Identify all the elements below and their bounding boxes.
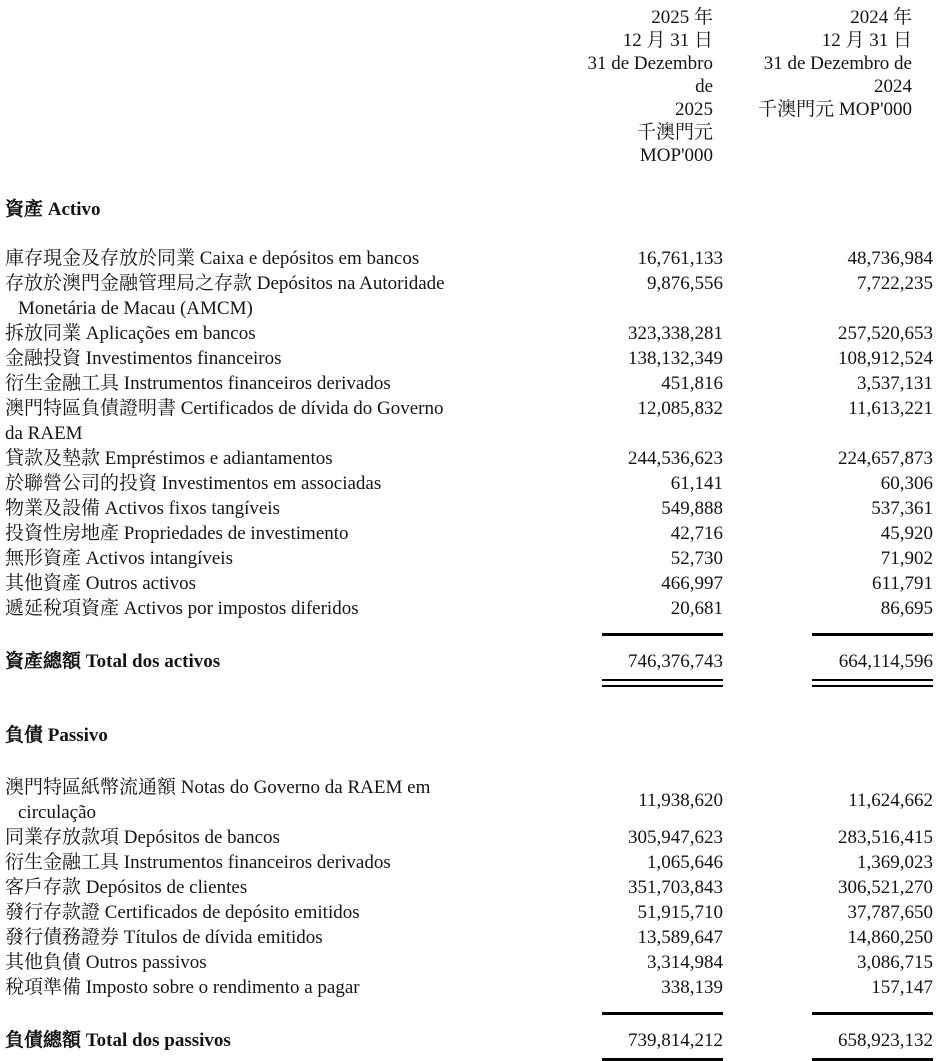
value-2025: 42,716 [670,523,723,544]
value-2025: 11,938,620 [638,789,723,811]
value-2024: 1,369,023 [857,852,933,873]
value-2025: 138,132,349 [628,348,723,369]
row-label: 物業及設備 Activos fixos tangíveis [5,498,280,519]
row-label-line2: Monetária de Macau (AMCM) [18,298,253,319]
asset-row [5,471,933,496]
assets-total-row [5,649,933,674]
value-2024: 45,920 [880,523,933,544]
value-2024: 37,787,650 [847,902,933,923]
date-line: 2024 [874,76,912,97]
liability-row [5,775,933,825]
date-line: 12 月 31 日 [821,30,912,51]
report-date-header [5,6,933,167]
asset-row [5,371,933,396]
value-2024: 86,695 [880,598,933,619]
total-value-2024: 658,923,132 [838,1030,933,1051]
value-2024: 611,791 [871,573,933,594]
value-2025: 338,139 [661,977,723,998]
liability-row [5,900,933,925]
row-label: 庫存現金及存放於同業 Caixa e depósitos em bancos [5,248,420,269]
total-value-2024: 664,114,596 [838,651,933,672]
asset-row [5,596,933,621]
liabilities-section-title: 負債 Passivo [5,725,108,746]
date-line: 2024 年 [850,7,912,28]
asset-row [5,446,933,471]
row-label-line1: 澳門特區紙幣流通額 Notas do Governo da RAEM em [5,777,431,798]
row-label: 客戶存款 Depósitos de clientes [5,877,248,898]
date-line: 31 de Dezembro de [763,53,912,74]
row-label: 稅項準備 Imposto sobre o rendimento a pagar [5,977,360,998]
liability-row [5,850,933,875]
value-2024: 108,912,524 [838,348,933,369]
liabilities-total-topline [5,1012,933,1015]
value-2024: 60,306 [880,473,933,494]
value-2025: 9,876,556 [647,273,723,294]
asset-row [5,346,933,371]
value-2024: 3,537,131 [857,373,933,394]
value-2024: 306,521,270 [838,877,933,898]
asset-row [5,246,933,271]
asset-row [5,571,933,596]
value-2025: 51,915,710 [637,902,723,923]
date-line: 12 月 31 日 [622,30,713,51]
column-rule-2025 [602,633,723,636]
column-rule-2024 [812,1012,933,1015]
asset-row [5,271,933,321]
value-2025: 466,997 [661,573,723,594]
asset-row [5,546,933,571]
value-2024: 3,086,715 [857,952,933,973]
row-label-line2: circulação [18,802,97,823]
total-value-2025: 746,376,743 [628,651,723,672]
liability-row [5,875,933,900]
row-label-line1: 存放於澳門金融管理局之存款 Depósitos na Autoridade [5,273,445,294]
date-header-2024 [723,6,933,167]
assets-section-title: 資產 Activo [5,199,101,220]
value-2024: 11,613,221 [848,398,933,419]
row-label: 發行存款證 Certificados de depósito emitidos [5,902,360,923]
row-label-line1: 澳門特區負債證明書 Certificados de dívida do Governo [5,398,444,419]
value-2024: 283,516,415 [838,827,933,848]
value-2025: 13,589,647 [637,927,723,948]
value-2025: 16,761,133 [637,248,723,269]
row-label: 無形資產 Activos intangíveis [5,548,233,569]
value-2025: 305,947,623 [628,827,723,848]
row-label: 衍生金融工具 Instrumentos financeiros derivados [5,373,391,394]
row-label [5,775,565,825]
row-label: 遞延稅項資產 Activos por impostos diferidos [5,598,359,619]
asset-row [5,396,933,446]
row-label: 其他負債 Outros passivos [5,952,207,973]
header-spacer [5,6,565,167]
value-2024: 14,860,250 [847,927,933,948]
total-label: 負債總額 Total dos passivos [5,1030,231,1051]
liability-row [5,950,933,975]
total-value-2025: 739,814,212 [628,1030,723,1051]
value-2025: 549,888 [661,498,723,519]
value-2024: 71,902 [880,548,933,569]
value-2025: 451,816 [661,373,723,394]
row-label [5,396,565,446]
date-line: 31 de Dezembro de [587,53,713,97]
date-line: 2025 [675,99,713,120]
assets-total-topline [5,633,933,636]
asset-row [5,521,933,546]
value-2025: 351,703,843 [628,877,723,898]
value-2025: 323,338,281 [628,323,723,344]
date-line: 2025 年 [651,7,713,28]
column-rule-2025 [602,1012,723,1015]
asset-row [5,496,933,521]
value-2025: 3,314,984 [647,952,723,973]
row-label: 貸款及墊款 Empréstimos e adiantamentos [5,448,333,469]
row-label: 其他資產 Outros activos [5,573,197,594]
double-rule-2025 [602,679,723,687]
value-2024: 224,657,873 [838,448,933,469]
row-label [5,271,565,321]
value-2024: 48,736,984 [847,248,933,269]
value-2024: 537,361 [871,498,933,519]
value-2024: 11,624,662 [848,789,933,811]
value-2024: 157,147 [871,977,933,998]
value-2024: 257,520,653 [838,323,933,344]
asset-row [5,321,933,346]
row-label: 衍生金融工具 Instrumentos financeiros derivados [5,852,391,873]
liability-row [5,825,933,850]
value-2025: 61,141 [670,473,723,494]
assets-total-underline [5,679,933,687]
row-label: 於聯營公司的投資 Investimentos em associadas [5,473,382,494]
currency-unit-label: 千澳門元 MOP'000 [758,99,912,120]
row-label: 拆放同業 Aplicações em bancos [5,323,256,344]
column-rule-2024 [812,633,933,636]
row-label: 投資性房地產 Propriedades de investimento [5,523,349,544]
value-2024: 7,722,235 [857,273,933,294]
currency-unit-label: 千澳門元 MOP'000 [636,122,713,166]
row-label: 同業存放款項 Depósitos de bancos [5,827,280,848]
double-rule-2024 [812,679,933,687]
value-2025: 1,065,646 [647,852,723,873]
liabilities-total-row [5,1028,933,1053]
row-label: 金融投資 Investimentos financeiros [5,348,282,369]
total-label: 資產總額 Total dos activos [5,651,221,672]
value-2025: 52,730 [670,548,723,569]
value-2025: 20,681 [670,598,723,619]
value-2025: 244,536,623 [628,448,723,469]
liability-row [5,975,933,1000]
value-2025: 12,085,832 [637,398,723,419]
row-label: 發行債務證券 Títulos de dívida emitidos [5,927,323,948]
date-header-2025 [565,6,723,167]
liability-row [5,925,933,950]
row-label-line2: da RAEM [5,423,83,444]
